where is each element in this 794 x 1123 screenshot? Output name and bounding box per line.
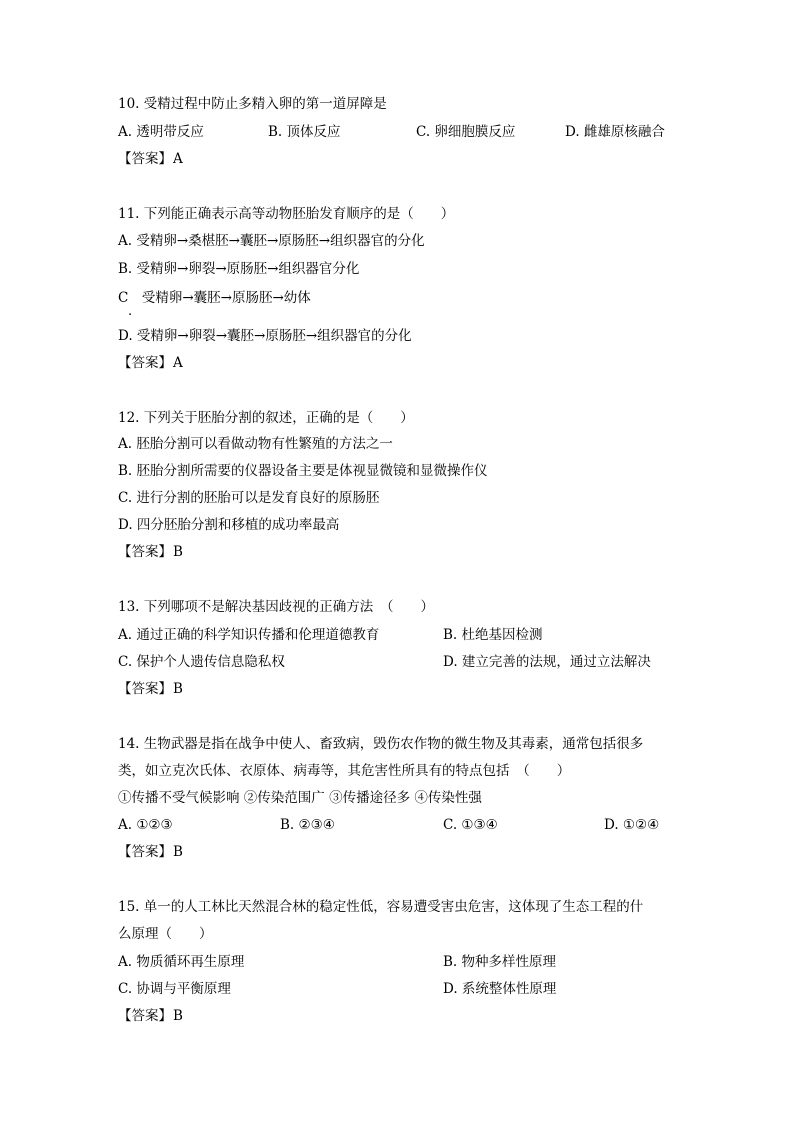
q15-answer-value: B (173, 1008, 183, 1024)
q15-option-c: C. 协调与平衡原理 (118, 981, 231, 997)
q10-option-a: A. 透明带反应 (118, 124, 204, 140)
q10-option-d: D. 雌雄原核融合 (565, 124, 665, 140)
q10-option-b: B. 顶体反应 (268, 124, 341, 140)
q15-answer (118, 1007, 183, 1025)
q11-option-a: A. 受精卵→桑椹胚→囊胚→原肠胚→组织器官的分化 (118, 233, 425, 249)
q15-option-a: A. 物质循环再生原理 (118, 954, 245, 970)
q15-option-b: B. 物种多样性原理 (443, 954, 557, 970)
q10-answer-value: A (173, 151, 183, 167)
q13-option-b: B. 杜绝基因检测 (443, 627, 543, 643)
q13-option-d: D. 建立完善的法规，通过立法解决 (443, 654, 651, 670)
q14-option-a: A. ①②③ (118, 817, 173, 833)
answer-label: 【答案】 (118, 544, 172, 560)
q15-stem-line1: 15. 单一的人工林比天然混合林的稳定性低，容易遭受害虫危害，这体现了生态工程的什 (118, 899, 644, 915)
q13-option-a: A. 通过正确的科学知识传播和伦理道德教育 (118, 627, 380, 643)
q10-option-c: C. 卵细胞膜反应 (416, 124, 516, 140)
q13-answer (118, 680, 183, 698)
q13-answer-value: B (173, 681, 183, 697)
q14-option-b: B. ②③④ (280, 817, 335, 833)
q11-answer-value: A (173, 355, 183, 371)
q11-stray-mark: . (128, 304, 133, 319)
answer-label: 【答案】 (118, 681, 172, 697)
q11-option-b: B. 受精卵→卵裂→原肠胚→组织器官分化 (118, 261, 360, 277)
q12-option-a: A. 胚胎分割可以看做动物有性繁殖的方法之一 (118, 436, 393, 452)
q12-option-d: D. 四分胚胎分割和移植的成功率最高 (118, 517, 340, 533)
q11-stem: 11. 下列能正确表示高等动物胚胎发育顺序的是（ ） (118, 206, 455, 222)
q15-option-d: D. 系统整体性原理 (443, 981, 557, 997)
answer-label: 【答案】 (118, 355, 172, 371)
q12-answer-value: B (173, 544, 183, 560)
q13-stem: 13. 下列哪项不是解决基因歧视的正确方法 （ ） (118, 599, 435, 615)
q14-answer (118, 843, 183, 861)
q11-option-d: D. 受精卵→卵裂→囊胚→原肠胚→组织器官的分化 (118, 328, 412, 344)
q14-stem-line1: 14. 生物武器是指在战争中使人、畜致病，毁伤农作物的微生物及其毒素，通常包括很多 (118, 736, 644, 752)
q14-option-d: D. ①②④ (604, 817, 660, 833)
answer-label: 【答案】 (118, 151, 172, 167)
answer-label: 【答案】 (118, 1008, 172, 1024)
q14-stem-line2: 类，如立克次氏体、衣原体、病毒等，其危害性所具有的特点包括 （ ） (118, 763, 571, 779)
q13-option-c: C. 保护个人遗传信息隐私权 (118, 654, 285, 670)
q14-answer-value: B (173, 844, 183, 860)
q12-answer (118, 543, 183, 561)
q14-features: ①传播不受气候影响 ②传染范围广 ③传播途径多 ④传染性强 (118, 790, 482, 806)
q12-stem: 12. 下列关于胚胎分割的叙述，正确的是（ ） (118, 410, 414, 426)
q15-stem-line2: 么原理（ ） (118, 926, 213, 942)
q11-answer (118, 354, 183, 372)
q10-answer (118, 150, 183, 168)
q14-option-c: C. ①③④ (443, 817, 498, 833)
q12-option-b: B. 胚胎分割所需要的仪器设备主要是体视显微镜和显微操作仪 (118, 463, 488, 479)
q12-option-c: C. 进行分割的胚胎可以是发育良好的原肠胚 (118, 490, 380, 506)
q10-stem: 10. 受精过程中防止多精入卵的第一道屏障是 (118, 96, 387, 112)
q11-option-c: C 受精卵→囊胚→原肠胚→幼体 (118, 290, 311, 306)
answer-label: 【答案】 (118, 844, 172, 860)
